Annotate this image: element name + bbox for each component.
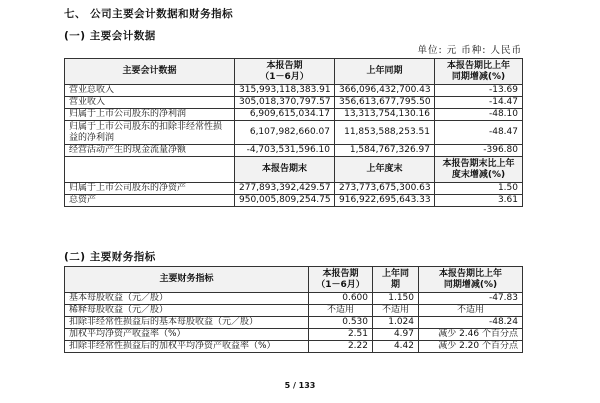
prior-value: 1.024 [373,317,419,329]
row-label: 归属于上市公司股东的扣除非经常性损益的净利润 [65,121,235,145]
current-value: 6,107,982,660.07 [235,121,335,145]
header-cell: 本报告期 （1－6月） [309,267,373,293]
table-row [65,305,523,317]
accounting-data-table [64,58,523,207]
table-row [65,121,523,145]
section-title: 七、 公司主要会计数据和财务指标 [64,8,234,20]
prior-value: 11,853,588,253.51 [335,121,435,145]
table-row [65,97,523,109]
row-label: 归属于上市公司股东的净利润 [65,109,235,121]
header-cell: 本报告期比上年 同期增减(%) [435,59,523,85]
prior-value: 366,096,432,700.43 [335,85,435,97]
table-row [65,317,523,329]
current-value: 不适用 [309,305,373,317]
subsection-title-accounting-data: (一) 主要会计数据 [64,30,156,42]
current-value: 950,005,809,254.75 [235,195,335,207]
table-row [65,293,523,305]
current-value: 6,909,615,034.17 [235,109,335,121]
table-row [65,85,523,97]
table-row [65,183,523,195]
current-value: -4,703,531,596.10 [235,145,335,157]
header-cell: 主要会计数据 [65,59,235,85]
change-value: -48.47 [435,121,523,145]
change-value: 1.50 [435,183,523,195]
row-label: 加权平均净资产收益率（%） [65,329,309,341]
table-row [65,145,523,157]
change-value: -396.80 [435,145,523,157]
prior-value: 4.97 [373,329,419,341]
header-cell: 上年同期 [335,59,435,85]
row-label: 归属于上市公司股东的净资产 [65,183,235,195]
row-label: 扣除非经常性损益后的加权平均净资产收益率（%） [65,341,309,353]
header-cell: 本报告期末 [235,157,335,183]
current-value: 277,893,392,429.57 [235,183,335,195]
row-label: 营业收入 [65,97,235,109]
prior-value: 1.150 [373,293,419,305]
table-row [65,341,523,353]
table-row [65,195,523,207]
prior-value: 916,922,695,643.33 [335,195,435,207]
header-cell: 本报告期比上年 同期增减(%) [419,267,523,293]
table-row [65,329,523,341]
change-value: 减少 2.46 个百分点 [419,329,523,341]
prior-value: 273,773,675,300.63 [335,183,435,195]
header-cell: 本报告期 （1－6月） [235,59,335,85]
row-label: 总资产 [65,195,235,207]
financial-indicators-table [64,266,523,353]
row-label: 稀释每股收益（元／股） [65,305,309,317]
current-value: 315,993,118,383.91 [235,85,335,97]
table-header-row [65,267,523,293]
row-label: 扣除非经常性损益后的基本每股收益（元／股） [65,317,309,329]
current-value: 0.530 [309,317,373,329]
row-label: 基本每股收益（元／股） [65,293,309,305]
row-label: 经营活动产生的现金流量净额 [65,145,235,157]
subsection-title-financial-indicators: (二) 主要财务指标 [64,251,156,263]
change-value: 3.61 [435,195,523,207]
prior-value: 356,613,677,795.50 [335,97,435,109]
header-cell: 主要财务指标 [65,267,309,293]
change-value: -48.24 [419,317,523,329]
current-value: 0.600 [309,293,373,305]
change-value: -48.10 [435,109,523,121]
change-value: 减少 2.20 个百分点 [419,341,523,353]
prior-value: 不适用 [373,305,419,317]
prior-value: 13,313,754,130.16 [335,109,435,121]
change-value: -13.69 [435,85,523,97]
blank-cell [65,157,235,183]
current-value: 2.51 [309,329,373,341]
change-value: 不适用 [419,305,523,317]
row-label: 营业总收入 [65,85,235,97]
current-value: 305,018,370,797.57 [235,97,335,109]
change-value: -47.83 [419,293,523,305]
current-value: 2.22 [309,341,373,353]
change-value: -14.47 [435,97,523,109]
prior-value: 4.42 [373,341,419,353]
header-cell: 上年同 期 [373,267,419,293]
header-cell: 本报告期末比上年度末增减(%) [435,157,523,183]
table-row [65,109,523,121]
table-subheader-row [65,157,523,183]
table-header-row [65,59,523,85]
page-number: 5 / 133 [284,381,316,390]
prior-value: 1,584,767,326.97 [335,145,435,157]
header-cell: 上年度末 [335,157,435,183]
currency-unit-note: 单位: 元 币种: 人民币 [417,45,522,56]
